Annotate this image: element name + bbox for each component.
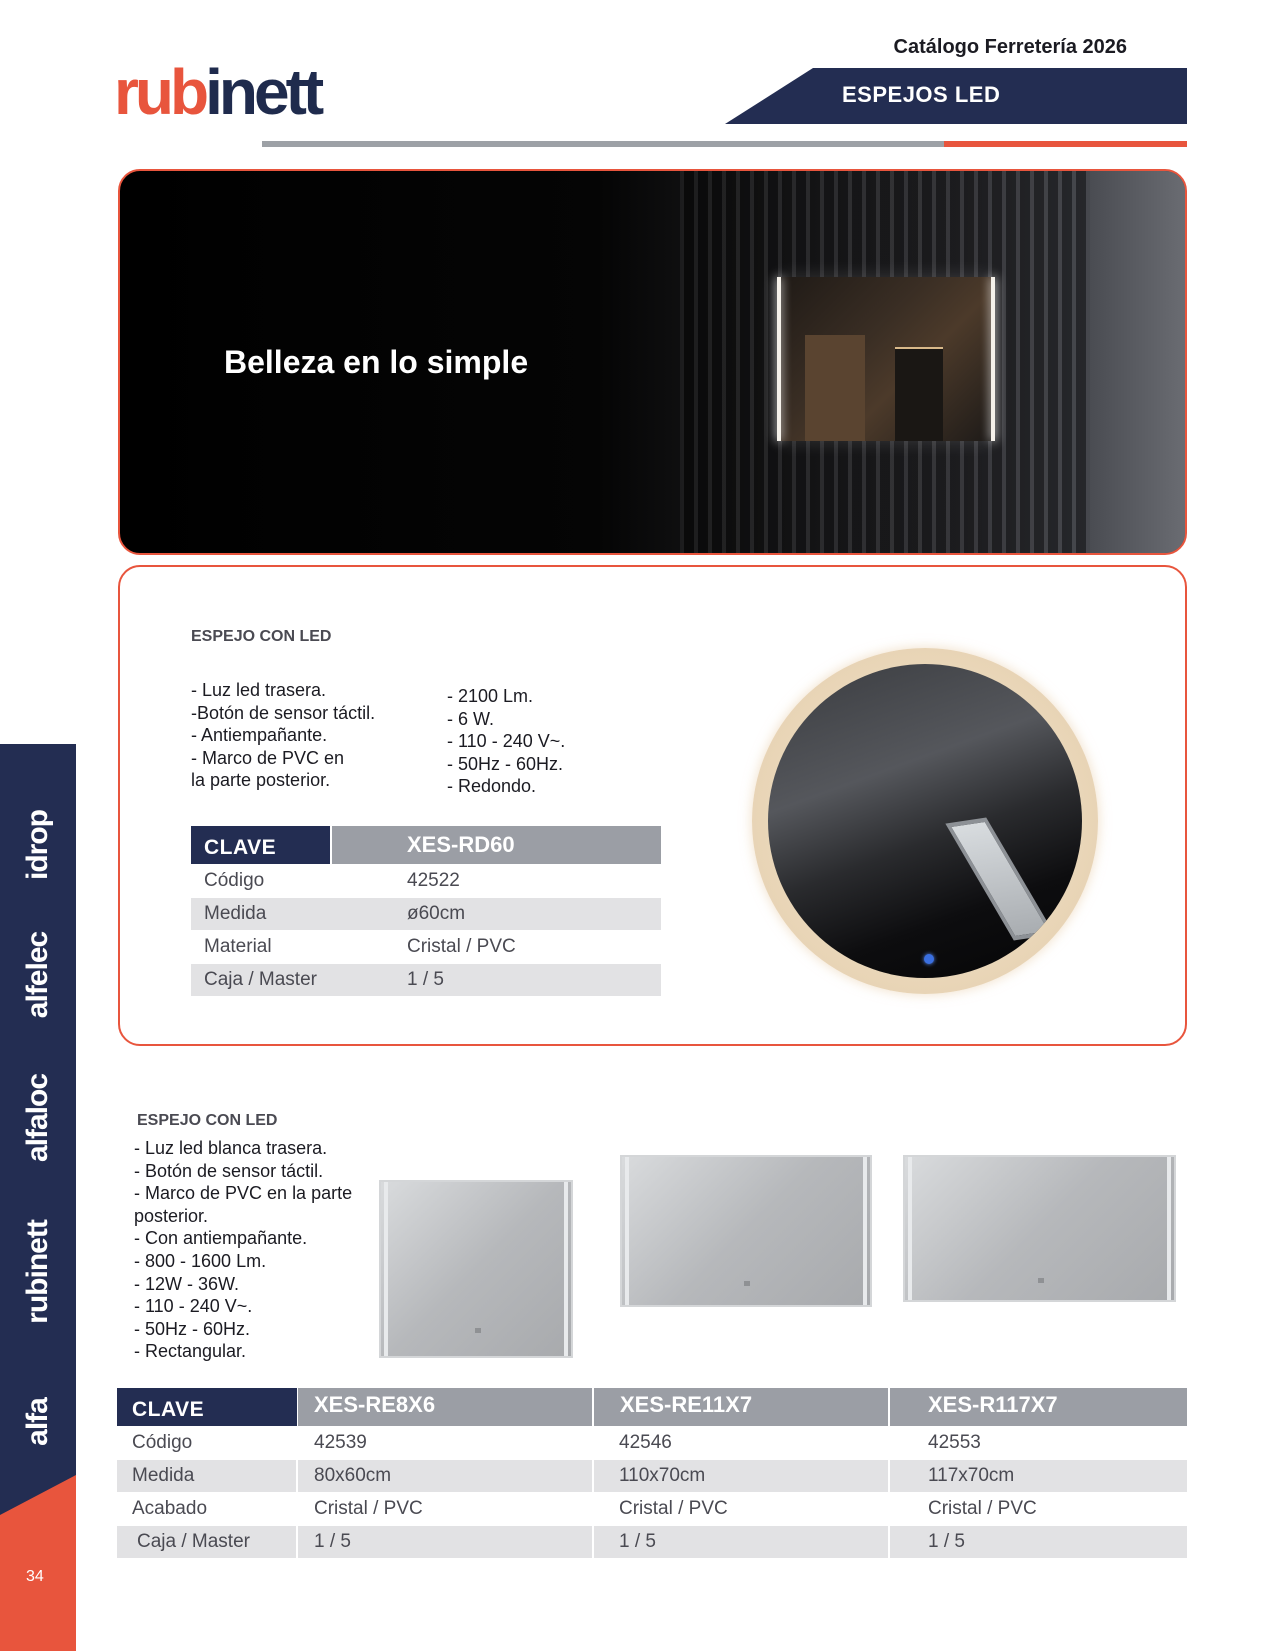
row-value: Cristal / PVC (407, 936, 516, 957)
row-value: 80x60cm (314, 1465, 392, 1486)
row-label: Caja / Master (204, 969, 317, 990)
page-number: 34 (26, 1568, 44, 1585)
led-strip-right (1167, 1157, 1171, 1300)
table-row (117, 1493, 1187, 1525)
feature-item: la parte posterior. (191, 770, 331, 791)
mirror-reflection-window (945, 818, 1054, 941)
brand-alfa: alfa (21, 1398, 54, 1446)
led-strip-right (991, 277, 995, 441)
row-value: ø60cm (407, 903, 466, 924)
table-row (117, 1526, 1187, 1558)
table-header-model: XES-RE11X7 (594, 1388, 888, 1426)
product-subtitle: ESPEJO CON LED (191, 628, 332, 645)
feature-item: - Con antiempañante. (134, 1228, 308, 1249)
row-value: 42546 (619, 1432, 672, 1453)
row-value: 42522 (407, 870, 460, 891)
column-divider (296, 1427, 298, 1559)
feature-item: posterior. (134, 1205, 209, 1226)
section-title: ESPEJOS LED (842, 82, 1001, 107)
led-strip-left (908, 1157, 912, 1300)
feature-item: - 6 W. (447, 708, 495, 729)
feature-item: - Luz led blanca trasera. (134, 1138, 328, 1158)
feature-item: - Rectangular. (134, 1341, 247, 1362)
row-value: Cristal / PVC (619, 1498, 728, 1519)
table-row (191, 865, 661, 897)
table-row (117, 1427, 1187, 1459)
table-header-model: XES-RE8X6 (298, 1388, 592, 1426)
brand-alfelec: alfelec (21, 931, 54, 1019)
feature-item: -Botón de sensor táctil. (191, 702, 376, 723)
mirror-reflection-shelf (895, 347, 943, 441)
feature-item: - 50Hz - 60Hz. (134, 1318, 251, 1339)
header-rule-red (944, 141, 1187, 147)
header-rule-gray (262, 141, 944, 147)
row-value: 1 / 5 (314, 1531, 351, 1552)
row-value: 1 / 5 (619, 1531, 656, 1552)
row-label: Código (132, 1432, 193, 1453)
feature-item: - Marco de PVC en (191, 747, 345, 768)
led-strip-left (625, 1157, 629, 1305)
rect-mirror-image-3 (903, 1155, 1176, 1302)
catalog-label: Catálogo Ferretería (893, 36, 1077, 58)
touch-sensor-icon (744, 1281, 750, 1286)
hero-mirror-image (777, 277, 995, 441)
brand-alfaloc: alfaloc (21, 1073, 54, 1163)
touch-sensor-icon (1038, 1278, 1044, 1283)
brand-logo (114, 56, 321, 128)
logo-part-red: rub (114, 56, 206, 128)
hero-tagline: Belleza en lo simple (224, 344, 529, 380)
led-strip-left (384, 1182, 388, 1356)
round-mirror-image (752, 648, 1098, 994)
feature-item: - 800 - 1600 Lm. (134, 1250, 267, 1271)
led-strip-right (863, 1157, 867, 1305)
brand-idrop: idrop (21, 810, 54, 880)
feature-item: - Botón de sensor táctil. (134, 1160, 324, 1181)
hero-wall (1090, 171, 1185, 553)
touch-sensor-icon (475, 1328, 481, 1333)
mirror-glass (768, 664, 1082, 978)
feature-item: - 2100 Lm. (447, 686, 534, 706)
row-value: 42553 (928, 1432, 981, 1453)
row-value: 1 / 5 (928, 1531, 965, 1552)
rect-mirror-image-1 (379, 1180, 573, 1358)
features-left (191, 679, 375, 792)
features-list (134, 1137, 352, 1363)
rect-mirror-image-2 (620, 1155, 872, 1307)
column-divider (888, 1427, 890, 1559)
table-row (191, 931, 661, 963)
table-header-model: XES-RD60 (332, 826, 661, 864)
table-row (117, 1460, 1187, 1492)
feature-item: - 12W - 36W. (134, 1273, 240, 1294)
feature-item: - 50Hz - 60Hz. (447, 753, 564, 774)
row-label: Medida (132, 1465, 195, 1486)
table-header-clave: CLAVE (191, 826, 330, 864)
feature-item: - 110 - 240 V~. (447, 731, 566, 752)
table-row (191, 964, 661, 996)
touch-sensor-icon (924, 954, 934, 964)
row-value: Cristal / PVC (928, 1498, 1037, 1519)
row-value: 110x70cm (619, 1465, 706, 1486)
catalog-title (894, 36, 1127, 59)
led-strip-left (777, 277, 781, 441)
row-label: Material (204, 936, 272, 957)
row-label: Código (204, 870, 265, 891)
table-header-clave: CLAVE (117, 1388, 297, 1426)
feature-item: - 110 - 240 V~. (134, 1296, 253, 1317)
row-value: 1 / 5 (407, 969, 444, 990)
table-row (191, 898, 661, 930)
column-divider (592, 1427, 594, 1559)
product-subtitle: ESPEJO CON LED (137, 1112, 278, 1129)
led-strip-right (564, 1182, 568, 1356)
feature-item: - Antiempañante. (191, 725, 328, 746)
row-label: Medida (204, 903, 267, 924)
row-label: Caja / Master (137, 1531, 250, 1552)
mirror-reflection-door (805, 335, 865, 441)
logo-part-navy: inett (205, 56, 321, 128)
row-value: 42539 (314, 1432, 367, 1453)
feature-item: - Redondo. (447, 776, 537, 797)
brand-rubinett: rubinett (21, 1220, 54, 1324)
features-right (447, 685, 565, 798)
row-value: 117x70cm (928, 1465, 1015, 1486)
row-value: Cristal / PVC (314, 1498, 423, 1519)
feature-item: - Luz led trasera. (191, 680, 327, 700)
feature-item: - Marco de PVC en la parte (134, 1183, 353, 1204)
table-header-model: XES-R117X7 (890, 1388, 1187, 1426)
row-label: Acabado (132, 1498, 208, 1519)
catalog-year: 2026 (1082, 36, 1127, 58)
